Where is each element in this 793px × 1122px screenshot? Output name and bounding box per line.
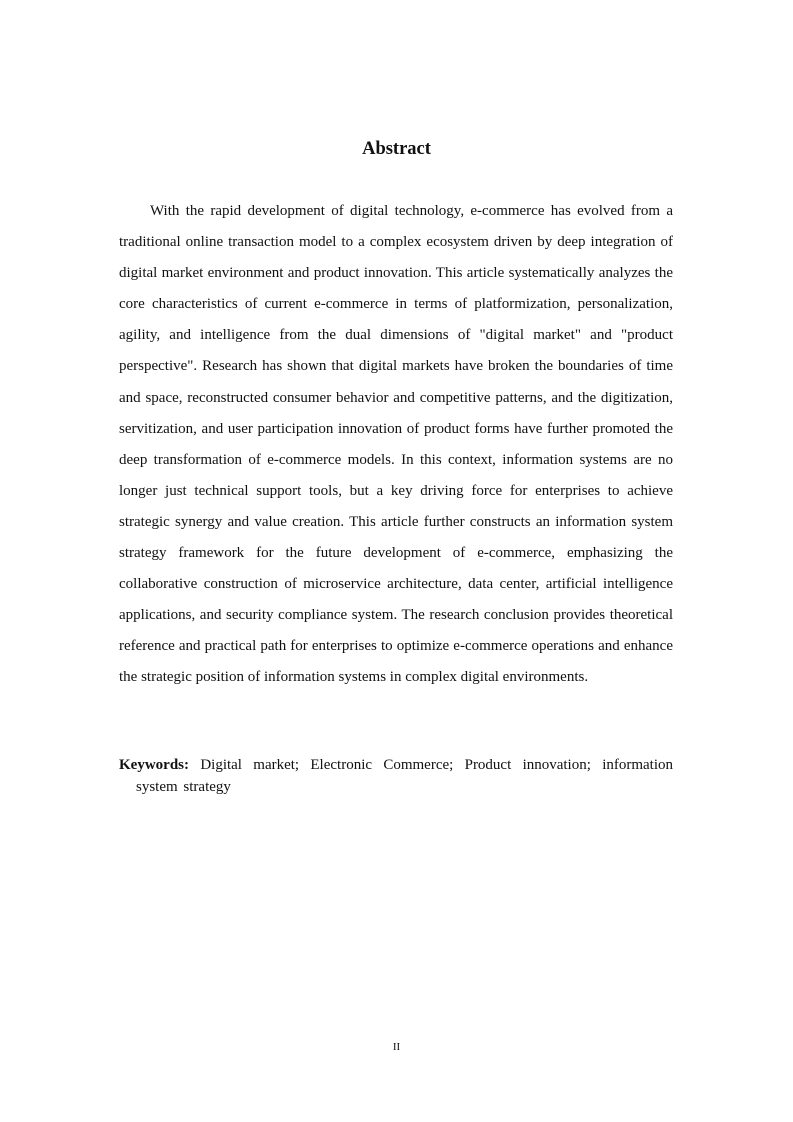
abstract-title: Abstract [362, 139, 431, 159]
page-number: II [392, 1041, 401, 1053]
keywords-text: Digital market; Electronic Commerce; Product innovation; information system strategy [136, 757, 674, 795]
abstract-body: With the rapid development of digital technology, e-commerce has evolved from a traditional online transaction model to a complex ecosystem driven by deep integration of digital market environment and product innovation. This article systematically analyzes the core characteristics of current e-commerce in terms of platformization, personalization, agility, and intelligence from the dual dimensions of "digital market" and "product perspective". Research has shown that digital markets have broken the boundaries of time and space, reconstructed consumer behavior and competitive patterns, and the digitization, servitization, and user participation innovation of product forms have further promoted the deep transformation of e-commerce models. In this context, information systems are no longer just technical support tools, but a key driving force for enterprises to achieve strategic synergy and value creation. This article further constructs an information system strategy framework for the future development of e-commerce, emphasizing the collaborative construction of microservice architecture, data center, artificial intelligence applications, and security compliance system. The research conclusion provides theoretical reference and practical path for enterprises to optimize e-commerce operations and enhance the strategic position of information systems in complex digital environments. [119, 203, 673, 686]
keywords-line [119, 754, 673, 798]
keywords-label: Keywords: [119, 757, 189, 773]
